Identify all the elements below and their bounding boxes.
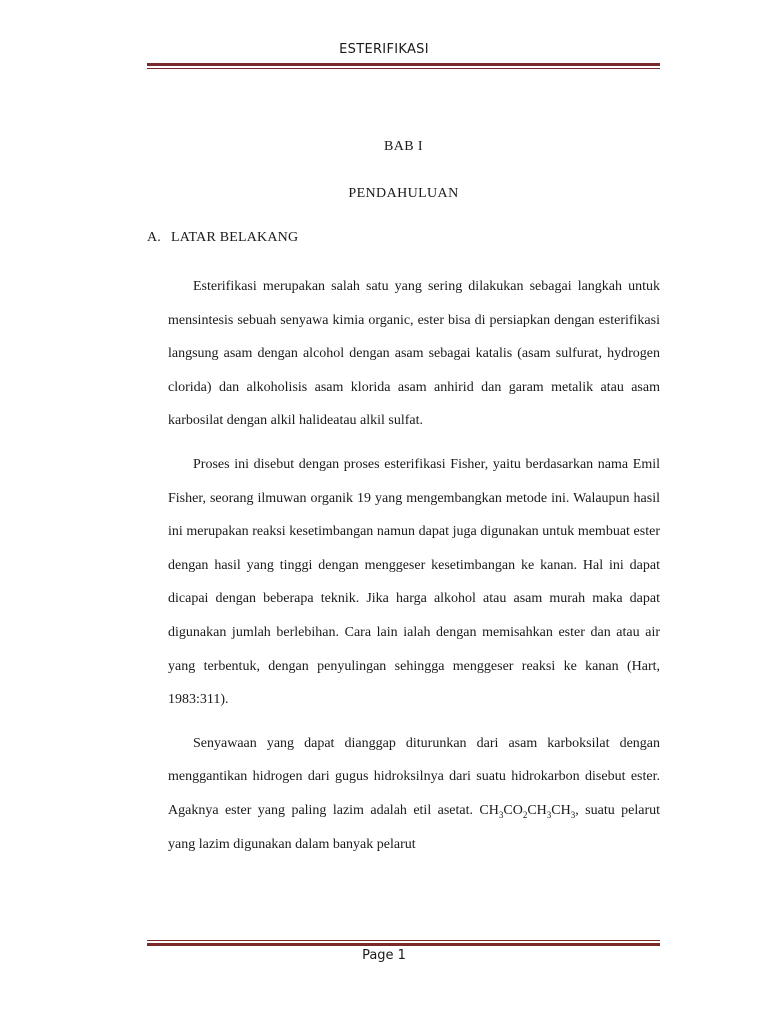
page-body <box>147 132 660 861</box>
running-header-title: ESTERIFIKASI <box>339 42 429 57</box>
paragraph-3-tail: , suatu pelarut yang lazim digunakan dalam banyak pelarut <box>168 802 660 852</box>
header-rule <box>147 63 660 69</box>
section-heading <box>147 223 660 253</box>
header-rule-thin <box>147 68 660 69</box>
formula-subscript: 3 <box>570 809 576 820</box>
page-number: Page 1 <box>362 948 406 963</box>
footer-rule-thin <box>147 940 660 941</box>
formula-subscript: 3 <box>498 809 504 820</box>
paragraph-2: Proses ini disebut dengan proses esterifikasi Fisher, yaitu berdasarkan nama Emil Fisher, seorang ilmuwan organik 19 yang mengembangkan metode ini. Walaupun hasil ini merupakan reaksi kesetimbangan namun dapat juga digunakan untuk membuat ester dengan hasil yang tinggi dengan menggeser kesetimbangan ke kanan. Hal ini dapat dicapai dengan beberapa teknik. Jika harga alkohol atau asam murah maka dapat digunakan jumlah berlebihan. Cara lain ialah dengan memisahkan ester dan atau air yang terbentuk, dengan penyulingan sehingga menggeser reaksi ke kanan (Hart, 1983:311). <box>168 456 660 708</box>
chapter-number: BAB I <box>384 139 423 154</box>
formula-part: CH <box>551 802 571 818</box>
formula-subscript: 2 <box>522 809 528 820</box>
section-title: LATAR BELAKANG <box>171 230 299 245</box>
paragraph-3-text: Senyawaan yang dapat dianggap diturunkan dari asam karboksilat dengan menggantikan hidrogen dari gugus hidroksilnya dari suatu hidrokarbon disebut ester. Agaknya ester yang paling lazim adalah etil asetat. <box>168 735 660 818</box>
footer-rule-thick <box>147 943 660 946</box>
chemical-formula <box>479 803 575 818</box>
section-label: A. <box>147 230 162 245</box>
footer-rule <box>147 940 660 946</box>
formula-part: CH <box>479 802 499 818</box>
header-rule-thick <box>147 63 660 66</box>
formula-part: CH <box>527 802 547 818</box>
chapter-title: PENDAHULUAN <box>348 186 459 201</box>
paragraph-1: Esterifikasi merupakan salah satu yang sering dilakukan sebagai langkah untuk mensintesis sebuah senyawa kimia organic, ester bisa di persiapkan dengan esterifikasi langsung asam dengan alcohol dengan asam sebagai katalis (asam sulfurat, hydrogen clorida) dan alkoholisis asam klorida asam anhirid dan garam metalik atau asam karbosilat dengan alkil halideatau alkil sulfat. <box>168 279 660 429</box>
formula-subscript: 3 <box>546 809 552 820</box>
paragraph-3 <box>147 727 660 861</box>
formula-part: CO <box>503 802 523 818</box>
